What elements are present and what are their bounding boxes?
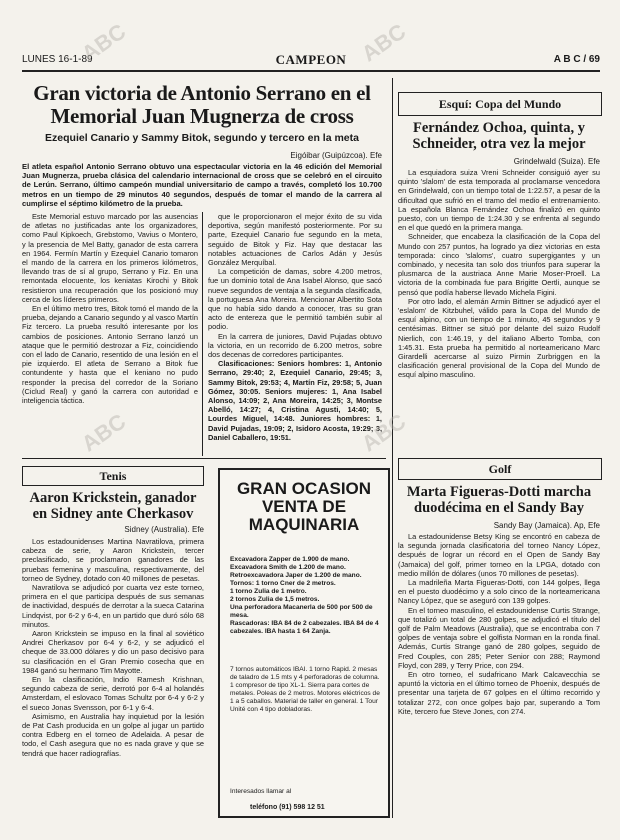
golf-body (398, 532, 600, 716)
esqui-section-label: Esquí: Copa del Mundo (398, 92, 602, 116)
main-col2-paragraph: En la carrera de juniores, David Pujadas obtuvo la victoria, en un recorrido de 6.200 metros, sobre dos decenas de corredores participantes. (208, 331, 382, 360)
esqui-paragraph: La esquiadora suiza Vreni Schneider consiguió ayer su quinto 'slalom' de esta temporada al proclamarse vencedora en Grindelwald, con un tiempo total de 1:22.57, a pesar de la dificultad que sufrió en el tramo del medio el entrenamiento. La española Blanca Fernández Ochoa finalizó en quinto puesto, con un tiempo de 1:24.30 y se enfrenta al segundo en el que quedó en la primera manga. (398, 168, 600, 233)
golf-dateline: Sandy Bay (Jamaica). Ap, Efe (493, 521, 600, 530)
ad-line: Tornos: 1 torno Cner de 2 metros. (230, 580, 336, 587)
ad-list (230, 556, 380, 636)
ad-line: Excavadora Smith de 1.200 de mano. (230, 564, 346, 571)
esqui-headline: Fernández Ochoa, quinta, y Schneider, otra vez la mejor (412, 120, 586, 152)
tenis-paragraph: Asimismo, en Australia hay inquietud por la lesión de Pat Cash producida en un golpe al jugar un partido contra Edberg en el torneo de Adelaida. A pesar de todo, el Cash asegura que no es nada grave y que se tendrá que hacer radiografías. (22, 711, 204, 758)
issue-date: LUNES 16-1-89 (22, 54, 93, 65)
main-headline: Gran victoria de Antonio Serrano en el Memorial Juan Mugnerza de cross (33, 81, 371, 128)
main-column-1 (22, 212, 198, 405)
esqui-paragraph: Por otro lado, el alemán Armin Bittner se adjudicó ayer el 'eslalom' de Kitzbuhel, válido para la Copa del Mundo de esquí alpino, con un tiempo de 1 minuto, 45 segundos y 9 centésimas. Bittner se situó por delante del suizo Rudolf Nierlich, con 1:46.19, y del italiano Alberto Tomba, con 1:45.31. Esta prueba ha permitido al norteamericano Marc Girardelli acercarse al suizo Pirmin Zurbriggen en la clasificación general provisional de la Copa del Mundo de esquí alpino masculino. (398, 296, 600, 380)
main-subhead: Ezequiel Canario y Sammy Bitok, segundo y tercero en la meta (45, 132, 359, 144)
main-dateline: Eigóibar (Guipúzcoa). Efe (290, 151, 382, 160)
main-col1-paragraph: En el último metro tres, Bitok tomó el mando de la prueba, dejando a Canario segundo y al vasco Martín Fiz tercero. La prueba resultó interesante por los cambios de posiciones. Antonio Serrano lanzó un ataque que le permitió destrozar a Fiz, coincidiendo con el lado de Canario, resentido de una lesión en el pie izquierdo. El atleta de Serrano a Bitok fue contundente y hasta que el keniano no pudo responder la precisa del corredor de la Soriano (Ciclud Real) y ganó la carrera con autoridad e inteligencia táctica. (22, 304, 198, 406)
tenis-paragraph: Los estadounidenses Martina Navratilova, primera cabeza de serie, y Aaron Krickstein, tercer preclasificado, se proclamaron ganadores de las pruebas femenina y masculina, respectivamente, del torneo de Sydney, dotado con 40 millones de pesetas. (22, 537, 204, 583)
right-column-divider (392, 78, 393, 818)
golf-paragraph: La madrileña Marta Figueras-Dotti, con 144 golpes, llega en el puesto duodécimo y a solo cinco de la norteamericana Nancy López, que se aseguró con 139 golpes. (398, 578, 600, 606)
column-divider (202, 212, 203, 456)
esqui-paragraph: Schneider, que encabeza la clasificación de la Copa del Mundo con 257 puntos, ha logrado ya diez victorias en esta temporada: cinco 'slaloms', cuatro supergigantes y un combinado, y necesita tan solo dos triunfos para superar la plusmarca de la austriaca Anne Marie Moser-Proell. La victoria de la combinada fue para Brigitte Oertli, aunque se pensó que podía haberse llevado Michela Figini. (398, 232, 600, 297)
header-rule (22, 70, 600, 72)
golf-section-label: Golf (398, 458, 602, 480)
tenis-paragraph: En la clasificación, Indio Ramesh Krishnan, segundo cabeza de serie, derrotó por 6-4 al holandés Amsterdam, el eslovaco Tomas Schultz por 6-4 y 6-2 y el sueco Jonas Svensson, por 6-1 y 6-4. (22, 675, 204, 712)
golf-headline: Marta Figueras-Dotti marcha duodécima en el Sandy Bay (406, 484, 592, 516)
abc-watermark: ABC (76, 18, 131, 67)
esqui-dateline: Grindelwald (Suiza). Efe (513, 157, 600, 166)
machinery-sale-ad (218, 468, 390, 818)
ad-line: Una perforadora Macanerla de 500 por 500 de mesa. (230, 604, 373, 619)
main-lede: El atleta español Antonio Serrano obtuvo una espectacular victoria en la 46 edición del Memorial Juan Mugnerza, prueba clásica del calendario internacional de cross que se celebró en el circuito de Lerún. Serrano, último campeón mundial universitario de campo a través, completó los 10.700 metros en un tiempo de 29 minutos 40 segundos, después de tomar el mando de la carrera al cumplirse el séptimo kilómetro de la prueba. (22, 162, 382, 208)
tenis-headline: Aaron Krickstein, ganador en Sidney ante Cherkasov (29, 490, 197, 522)
esqui-body (398, 168, 600, 380)
tenis-paragraph: Aaron Krickstein se impuso en la final al soviético Andrei Cherkasov por 6-4 y 6-2, y se adjudicó el cheque de 33.000 dólares y dio un paso decisivo para su clasificación en el Gran Premio cosecha que en 1984 ganó su hermano Tim Mayotte. (22, 629, 204, 675)
golf-paragraph: En otro torneo, el sudafricano Mark Calcavecchia se apuntó la victoria en el último torneo de Phoenix, después de presentar una tarjeta de 67 golpes en el último recorrido y totalizar 272, con once golpes bajo par, superando a Tom Kite, tercero fue Steve Jones, con 274. (398, 670, 600, 716)
golf-paragraph: La estadounidense Betsy King se encontró en cabeza de la segunda jornada clasificatoria del torneo Nancy López, después de lograr un récord en el Open de Sandy Bay (Jamaica) del golf, primer torneo en la LPGA, dotado con medio millón de dólares (unos 70 millones de pesetas). (398, 532, 600, 578)
abc-watermark: ABC (76, 408, 131, 457)
ad-line: Excavadora Zapper de 1.900 de mano. (230, 556, 350, 563)
tenis-paragraph: Navratilova se adjudicó por cuarta vez este torneo, primera en el que participa después de sus semanas de inactividad, después de derrotar a la sueca Catarina Lindqvist, por 6-2 y 6-4, en un partido que duró sólo 68 minutos. (22, 583, 204, 629)
abc-watermark: ABC (356, 408, 411, 457)
golf-paragraph: En el torneo masculino, el estadounidense Curtis Strange, que totalizó un total de 280 golpes, se adjudicó el título del golf de Palm Meadows (Australia), que se encontraba con 7 golpes de ventaja sobre el golfista Norman en la ronda final. Además, Curtis Strange ganó de 280 golpes, seguido de Fred Couples, con 285; Peter Senior con 288; Raymond Floyd, con 289, y Terry Price, con 294. (398, 605, 600, 670)
main-col2-paragraph: La competición de damas, sobre 4.200 metros, fue un dominio total de Ana Isabel Alonso, que sacó nueve segundos de ventaja a la segunda clasificada, la portuguesa Ana Moreira. Mencionar Albertito Sota que no había sido dando a conocer, tras su gran acto de entereza que le permitió también subir al podio. (208, 267, 382, 332)
page-number: A B C / 69 (553, 54, 600, 65)
ad-footer: Interesados llamar al (230, 788, 292, 795)
ad-line: Rascadoras: IBA 84 de 2 cabezales. IBA 84 de 4 cabezales. IBA hasta 1 64 Zanja. (230, 620, 379, 635)
main-col2-paragraph: que le proporcionaron el mejor éxito de su vida deportiva, según manifestó posteriormente. Por su parte, Ezequiel Canario fue segundo en la meta, seguido de Bitok y Fiz. Hay que destacar las notables actuaciones de Carlos Adán y Jesús González Merquíbal. (208, 212, 382, 268)
section-title: CAMPEON (275, 52, 347, 67)
ad-line: 1 torno Zulia de 1 metro. (230, 588, 307, 595)
tenis-section-label: Tenis (22, 466, 204, 486)
ad-line: 2 tornos Zulia de 1,5 metros. (230, 596, 320, 603)
page-header (22, 54, 600, 68)
main-story-bottom-rule (22, 458, 386, 459)
ad-title: GRAN OCASION VENTA DE MAQUINARIA (236, 479, 372, 534)
ad-details: 7 tornos automáticos IBAI. 1 torno Rapid. 2 mesas de taladro de 1.5 mts y 4 perforadoras de columna. 1 compresor de tipo XL-1. Sierra para cortes de metales. Poleas de 2 metros. Motores eléctricos de 1 a 5 caballos. Material de taller en general. 1 Tour Unité con 4 tipo dobladoras. (230, 666, 380, 713)
ad-line: Retroexcavadora Japer de 1.200 de mano. (230, 572, 362, 579)
main-column-2 (208, 212, 382, 442)
ad-phone: teléfono (91) 598 12 51 (250, 804, 325, 811)
abc-watermark: ABC (356, 18, 411, 67)
tenis-dateline: Sidney (Australia). Efe (124, 525, 204, 534)
main-col1-paragraph: Este Memorial estuvo marcado por las ausencias de atletas no justificadas ante los organizadores, como Paul Kipkoech, Grebstomo, Vavius o Montero, y la presencia de Mel Batty, ganador de esta carrera en 1964. Fermín Martín y Ezequiel Canario tomaron el mando de la carrera en los primeros kilómetros, llevando tras de sí al grupo, Serrano y Fiz. En una remontada elocuente, los keniatas Kirochi y Bitok resistieron una recuperación que los posicionó muy cerca de los líderes primeros. (22, 212, 198, 304)
tenis-body (22, 537, 204, 758)
results-paragraph: Clasificaciones: Seniors hombres: 1, Antonio Serrano, 29:40; 2, Ezequiel Canario, 29:45; 3, Sammy Bitok, 29:53; 4, Martín Fiz, 29:58; 5, Juan Gómez, 30:05. Seniors mujeres: 1, Ana Isabel Alonso, 14:09; 2, Ana Moreira, 14:25; 3, Montse Abelló, 14:27; 4, Cristina Agusti, 14:40; 5, Lourdes Miguel, 14:48. Juniores hombres: 1, David Pujadas, 19:09; 2, Isidoro Acosta, 19:29; 3, Daniel Caballero, 19:51. (208, 359, 382, 442)
